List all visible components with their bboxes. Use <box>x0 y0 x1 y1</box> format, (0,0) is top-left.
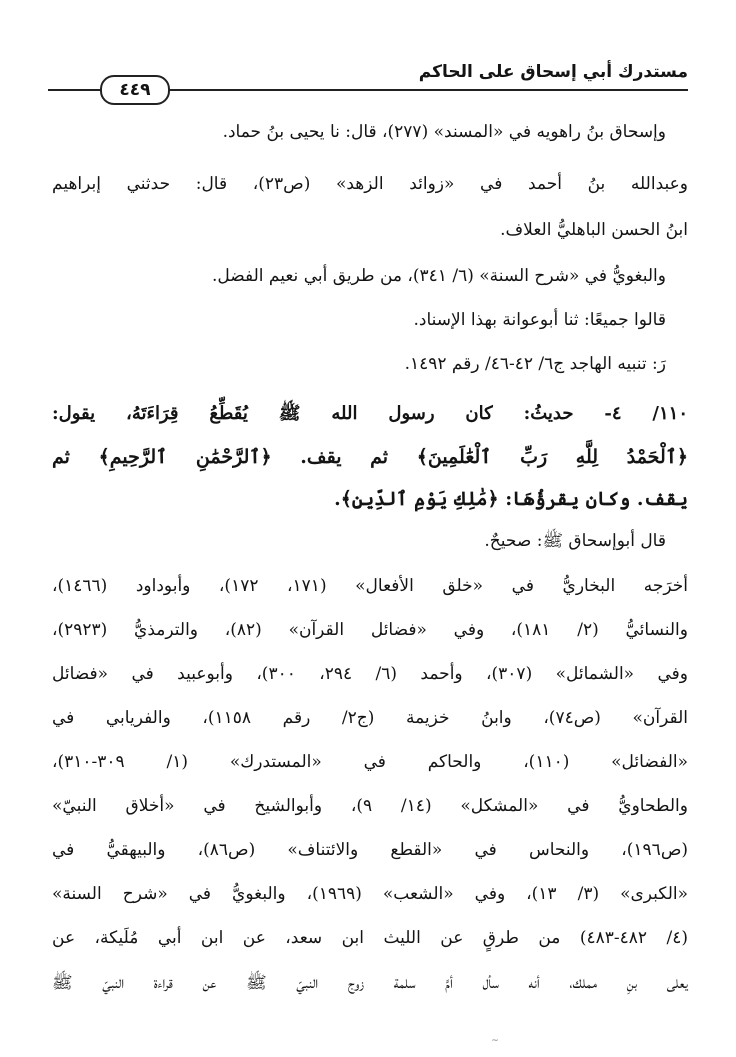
text-line: أخرَجه البخاريُّ في «خلق الأفعال» (١٧١، ١٧٢)، وأبوداود (١٤٦٦)، <box>52 576 689 596</box>
quran-verse-line: ﴿ٱلْحَمْدُ لِلَّهِ رَبِّ ٱلْعَٰلَمِينَ﴾ ثم يقف. ﴿ٱلرَّحْمَٰنِ ٱلرَّحِيمِ﴾ ثم <box>52 446 688 468</box>
text-line: (ص١٩٦)، والنحاس في «القطع والائتناف» (ص٨٦)، والبيهقيُّ في <box>52 840 688 860</box>
running-title: مستدرك أبي إسحاق على الحاكم <box>418 62 688 82</box>
text-line: «الكبرى» (٣/ ١٣)، وفي «الشعب» (١٩٦٩)، والبغويُّ في «شرح السنة» <box>52 884 689 904</box>
text-line: وفي «الشمائل» (٣٠٧)، وأحمد (٦/ ٢٩٤، ٣٠٠)، وأبوعبيد في «فضائل <box>52 664 688 684</box>
text-line: والبغويُّ في «شرح السنة» (٦/ ٣٤١)، من طريق أبي نعيم الفضل. <box>211 266 666 286</box>
text-line: يعلى بنِ مملك، أنه سأل أمَّ سلمة زوج النبيّ ﷺ عن قراءة النبيّ ﷺ <box>52 973 688 993</box>
text-line: (٤/ ٤٨٢-٤٨٣) من طرقٍ عن الليث ابن سعد، عن ابن أبي مُلَيكة، عن <box>52 928 688 948</box>
text-line: القرآن» (ص٧٤)، وابنُ خزيمة (ج٢/ رقم ١١٥٨)، والفريابي في <box>52 708 688 728</box>
text-line: رَ: تنبيه الهاجد ج٦/ ٤٢-٤٦/ رقم ١٤٩٢. <box>404 354 666 374</box>
hadith-heading-line: ١١٠/ ٤- حديثُ: كان رسول الله ﷺ يُقَطِّعُ قِرَاءَتَهُ، يقول: <box>52 403 688 424</box>
text-line: «الفضائل» (١١٠)، والحاكم في «المستدرك» (١/ ٣٠٩-٣١٠)، <box>52 752 688 772</box>
text-line: قالوا جميعًا: ثنا أبوعوانة بهذا الإسناد. <box>413 310 666 330</box>
text-line: ابنُ الحسن الباهليُّ العلاف. <box>500 220 688 240</box>
text-line: والطحاويُّ في «المشكل» (١٤/ ٩)، وأبوالشيخ في «أخلاق النبيّ» <box>52 796 688 816</box>
page-header <box>48 58 688 102</box>
page-number-badge: ٤٤٩ <box>100 75 170 105</box>
text-line: والنسائيُّ (٢/ ١٨١)، وفي «فضائل القرآن» (٨٢)، والترمذيُّ (٢٩٢٣)، <box>52 620 688 640</box>
text-line: وعبدالله بنُ أحمد في «زوائد الزهد» (ص٢٣)، قال: حدثني إبراهيم <box>52 174 688 194</box>
text-line: قال أبوإسحاق ﷺ: صحيحٌ. <box>484 531 666 551</box>
scan-mark: ~ <box>491 1036 499 1046</box>
quran-verse-line: يقف. وكان يقرؤُهَا: ﴿مَٰلِكِ يَوْمِ ٱلدِّينِ﴾. <box>334 488 688 510</box>
text-line: وإسحاق بنُ راهويه في «المسند» (٢٧٧)، قال: نا يحيى بنُ حماد. <box>222 122 666 142</box>
